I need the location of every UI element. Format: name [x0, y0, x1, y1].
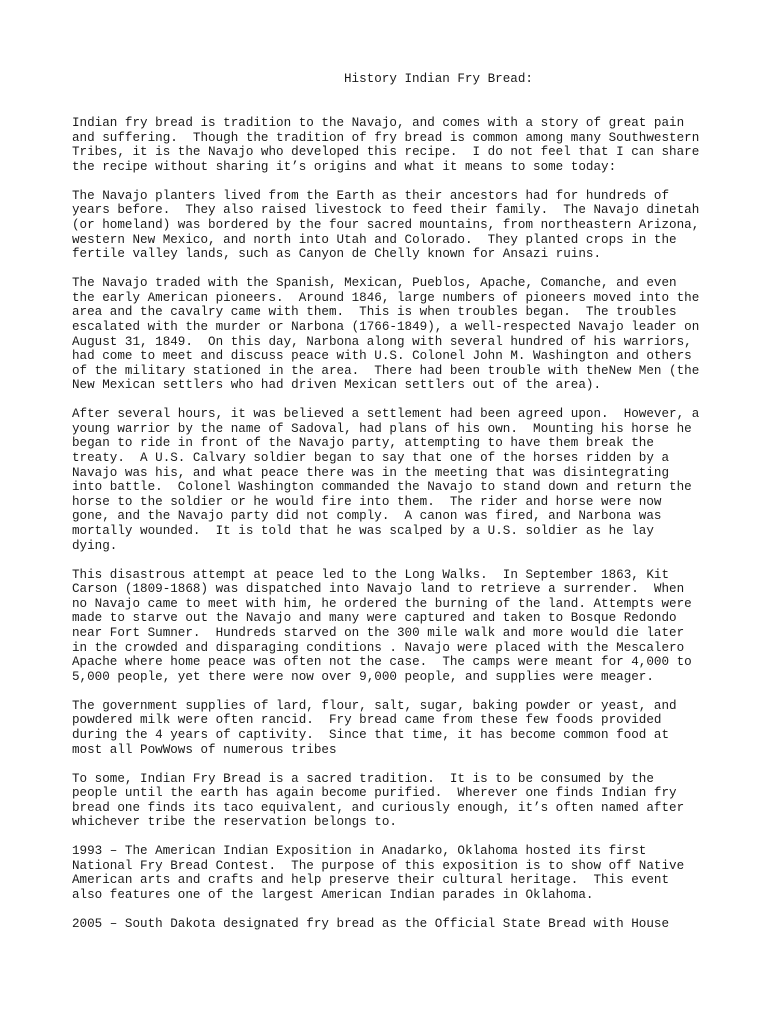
- text-line: gone, and the Navajo party did not comply. A canon was fired, and Narbona was: [72, 509, 662, 524]
- document-body: [72, 116, 712, 946]
- text-line: fertile valley lands, such as Canyon de Chelly known for Ansazi ruins.: [72, 247, 602, 262]
- text-line: whichever tribe the reservation belongs to.: [72, 815, 397, 830]
- text-line: also features one of the largest American Indian parades in Oklahoma.: [72, 888, 594, 903]
- text-line: (or homeland) was bordered by the four sacred mountains, from northeastern Arizona,: [72, 217, 700, 232]
- text-line: area and the cavalry came with them. This is when troubles began. The troubles: [72, 305, 677, 320]
- text-line: began to ride in front of the Navajo party, attempting to have them break the: [72, 436, 654, 451]
- text-line: in the crowded and disparaging conditions . Navajo were placed with the Mescalero: [72, 640, 685, 655]
- text-line: This disastrous attempt at peace led to the Long Walks. In September 1863, Kit: [72, 567, 670, 582]
- text-line: The government supplies of lard, flour, salt, sugar, baking powder or yeast, and: [72, 698, 677, 713]
- text-line: made to starve out the Navajo and many were captured and taken to Bosque Redondo: [72, 611, 677, 626]
- paragraph: [72, 917, 712, 932]
- text-line: bread one finds its taco equivalent, and curiously enough, it’s often named after: [72, 800, 685, 815]
- paragraph: [72, 568, 712, 685]
- text-line: into battle. Colonel Washington commanded the Navajo to stand down and return the: [72, 480, 692, 495]
- text-line: western New Mexico, and north into Utah and Colorado. They planted crops in the: [72, 232, 677, 247]
- text-line: the recipe without sharing it’s origins and what it means to some today:: [72, 159, 617, 174]
- paragraph: [72, 772, 712, 830]
- text-line: The Navajo planters lived from the Earth as their ancestors had for hundreds of: [72, 188, 670, 203]
- text-line: New Mexican settlers who had driven Mexican settlers out of the area).: [72, 378, 602, 393]
- text-line: American arts and crafts and help preserve their cultural heritage. This event: [72, 873, 670, 888]
- text-line: during the 4 years of captivity. Since that time, it has become common food at: [72, 727, 670, 742]
- paragraph: [72, 407, 712, 553]
- text-line: treaty. A U.S. Calvary soldier began to say that one of the horses ridden by a: [72, 451, 670, 466]
- text-line: the early American pioneers. Around 1846, large numbers of pioneers moved into the: [72, 290, 700, 305]
- text-line: no Navajo came to meet with him, he ordered the burning of the land. Attempts were: [72, 596, 692, 611]
- text-line: horse to the soldier or he would fire into them. The rider and horse were now: [72, 494, 662, 509]
- paragraph: [72, 116, 712, 174]
- text-line: The Navajo traded with the Spanish, Mexican, Pueblos, Apache, Comanche, and even: [72, 276, 677, 291]
- document-title: History Indian Fry Bread:: [344, 72, 533, 86]
- text-line: National Fry Bread Contest. The purpose of this exposition is to show off Native: [72, 858, 685, 873]
- text-line: escalated with the murder or Narbona (1766-1849), a well-respected Navajo leader on: [72, 319, 700, 334]
- text-line: powdered milk were often rancid. Fry bread came from these few foods provided: [72, 713, 662, 728]
- paragraph: [72, 189, 712, 262]
- paragraph: [72, 844, 712, 902]
- text-line: 1993 – The American Indian Exposition in Anadarko, Oklahoma hosted its first: [72, 844, 647, 859]
- text-line: After several hours, it was believed a settlement had been agreed upon. However, a: [72, 407, 700, 422]
- text-line: Tribes, it is the Navajo who developed this recipe. I do not feel that I can share: [72, 145, 700, 160]
- text-line: 2005 – South Dakota designated fry bread as the Official State Bread with House: [72, 917, 670, 932]
- text-line: Indian fry bread is tradition to the Navajo, and comes with a story of great pain: [72, 116, 685, 130]
- text-line: most all PowWows of numerous tribes: [72, 742, 337, 757]
- text-line: Carson (1809-1868) was dispatched into Navajo land to retrieve a surrender. When: [72, 582, 685, 597]
- text-line: mortally wounded. It is told that he was scalped by a U.S. soldier as he lay: [72, 524, 654, 539]
- text-line: dying.: [72, 538, 118, 553]
- paragraph: [72, 699, 712, 757]
- text-line: had come to meet and discuss peace with U.S. Colonel John M. Washington and others: [72, 349, 692, 364]
- text-line: August 31, 1849. On this day, Narbona along with several hundred of his warriors,: [72, 334, 692, 349]
- text-line: and suffering. Though the tradition of fry bread is common among many Southwestern: [72, 130, 700, 145]
- text-line: young warrior by the name of Sadoval, had plans of his own. Mounting his horse he: [72, 421, 692, 436]
- paragraph: [72, 276, 712, 393]
- text-line: 5,000 people, yet there were now over 9,000 people, and supplies were meager.: [72, 669, 654, 684]
- text-line: Navajo was his, and what peace there was in the meeting that was disintegrating: [72, 465, 670, 480]
- text-line: people until the earth has again become purified. Wherever one finds Indian fry: [72, 786, 677, 801]
- text-line: To some, Indian Fry Bread is a sacred tradition. It is to be consumed by the: [72, 771, 654, 786]
- text-line: of the military stationed in the area. There had been trouble with theNew Men (the: [72, 363, 700, 378]
- text-line: Apache where home peace was often not the case. The camps were meant for 4,000 to: [72, 655, 692, 670]
- text-line: years before. They also raised livestock to feed their family. The Navajo dinetah: [72, 203, 700, 218]
- text-line: near Fort Sumner. Hundreds starved on the 300 mile walk and more would die later: [72, 625, 685, 640]
